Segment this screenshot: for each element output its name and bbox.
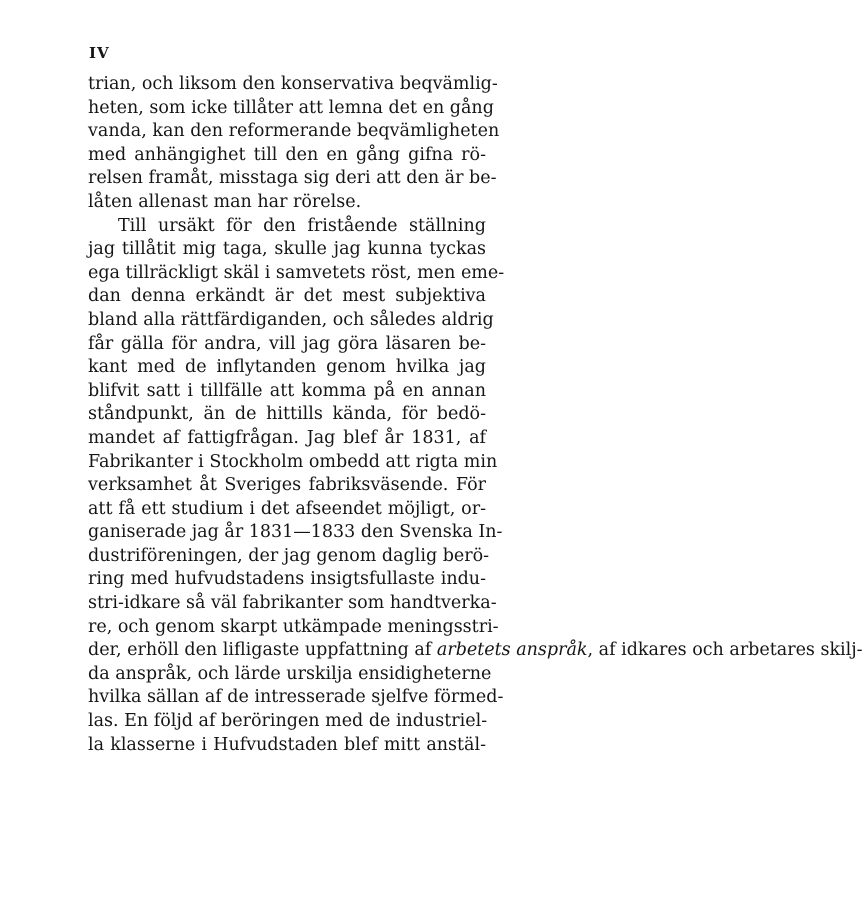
- text-line: las. En följd af beröringen med de industriel-: [88, 711, 488, 732]
- text-line: la klasserne i Hufvudstaden blef mitt anstäl-: [88, 734, 486, 755]
- text-segment: , af idkares och arbetares skilj-: [587, 640, 863, 661]
- text-line: ståndpunkt, än de hittills kända, för bedö-: [88, 404, 486, 425]
- text-line: mandet af fattigfrågan. Jag blef år 1831, af: [88, 427, 486, 448]
- paragraph-start-line: Till ursäkt för den fristående ställning: [118, 215, 486, 236]
- text-line: trian, och liksom den konservativa beqvämlig-: [88, 74, 498, 94]
- text-line: ring med hufvudstadens insigtsfullaste indu-: [88, 569, 486, 590]
- text-line: heten, som icke tillåter att lemna det en gång: [88, 97, 494, 118]
- text-line: vanda, kan den reformerande beqvämligheten: [88, 121, 500, 142]
- text-line: [88, 639, 863, 663]
- text-line: relsen framåt, misstaga sig deri att den är be-: [88, 168, 497, 189]
- text-line: re, och genom skarpt utkämpade meningsstri-: [88, 616, 499, 637]
- italic-phrase: arbetets anspråk: [436, 640, 588, 661]
- text-line: dustriföreningen, der jag genom daglig berö-: [88, 545, 490, 566]
- text-line: verksamhet åt Sveriges fabriksväsende. För: [88, 475, 486, 496]
- text-line: kant med de inflytanden genom hvilka jag: [88, 357, 486, 378]
- text-line: hvilka sällan af de intresserade sjelfve förmed-: [88, 687, 504, 708]
- text-line: med anhängighet till den en gång gifna rö-: [88, 144, 486, 165]
- paragraph-end-line: låten allenast man har rörelse.: [88, 191, 362, 212]
- text-line: bland alla rättfärdiganden, och således aldrig: [88, 309, 494, 330]
- page-number: IV: [89, 44, 110, 62]
- text-segment: der, erhöll den lifligaste uppfattning af: [88, 640, 432, 661]
- text-line: blifvit satt i tillfälle att komma på en annan: [88, 380, 486, 401]
- text-line: ega tillräckligt skäl i samvetets röst, men eme-: [88, 262, 505, 283]
- text-line: ganiserade jag år 1831—1833 den Svenska In-: [88, 522, 503, 543]
- text-line: da anspråk, och lärde urskilja ensidigheterne: [88, 663, 492, 684]
- text-line: att få ett studium i det afseendet möjligt, or-: [88, 498, 486, 519]
- text-line: stri-idkare så väl fabrikanter som handtverka-: [88, 593, 497, 614]
- body-text: [88, 73, 863, 757]
- text-line: får gälla för andra, vill jag göra läsaren be-: [88, 333, 486, 354]
- text-line: Fabrikanter i Stockholm ombedd att rigta min: [88, 451, 498, 472]
- text-line: dan denna erkändt är det mest subjektiva: [88, 286, 486, 307]
- text-line: jag tillåtit mig taga, skulle jag kunna tyckas: [88, 239, 486, 260]
